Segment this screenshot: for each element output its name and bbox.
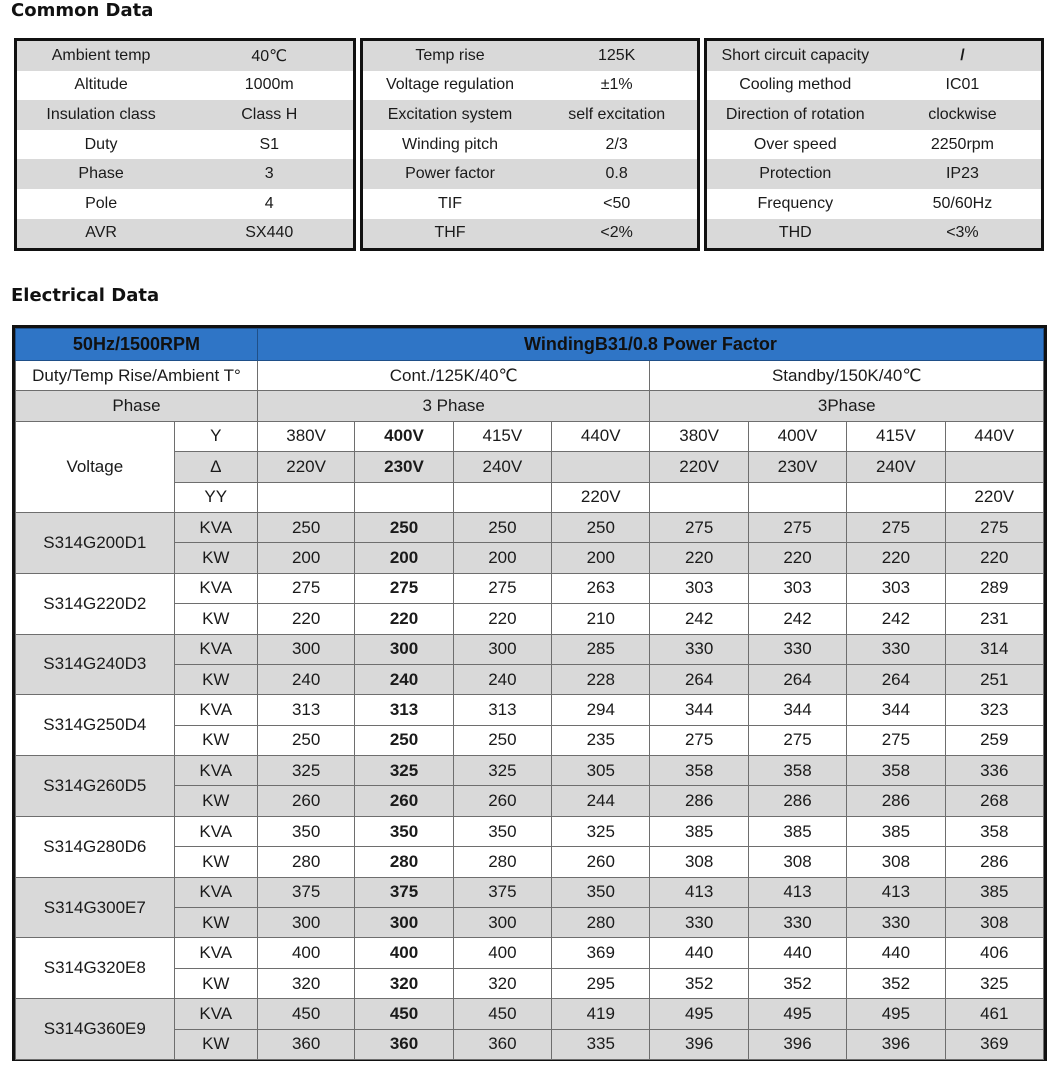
model-kva-row <box>16 634 1044 664</box>
model-kva-row <box>16 756 1044 786</box>
kva-value: 300 <box>355 634 453 664</box>
kw-value: 275 <box>847 725 945 755</box>
winding-header: WindingB31/0.8 Power Factor <box>257 329 1043 361</box>
common-row <box>363 100 696 130</box>
common-row <box>707 71 1041 101</box>
voltage-value: 380V <box>650 421 748 451</box>
phase-label: Phase <box>16 391 258 421</box>
kva-value: 385 <box>945 877 1043 907</box>
kva-value: 285 <box>552 634 650 664</box>
kva-value: 300 <box>257 634 354 664</box>
voltage-value: 380V <box>257 421 354 451</box>
kw-value: 369 <box>945 1029 1043 1059</box>
common-row <box>707 41 1041 71</box>
common-value: <3% <box>884 219 1041 249</box>
voltage-value: 400V <box>748 421 846 451</box>
common-label: Direction of rotation <box>707 100 884 130</box>
kva-value: 495 <box>847 999 945 1029</box>
voltage-value: 230V <box>355 452 453 482</box>
kva-value: 400 <box>453 938 551 968</box>
voltage-value: 220V <box>945 482 1043 512</box>
electrical-data-panel <box>12 325 1047 1061</box>
common-row <box>707 189 1041 219</box>
kw-value: 200 <box>355 543 453 573</box>
common-label: Power factor <box>363 159 536 189</box>
kw-value: 300 <box>257 908 354 938</box>
kva-value: 330 <box>650 634 748 664</box>
common-value: 40℃ <box>185 41 353 71</box>
kw-value: 330 <box>748 908 846 938</box>
kw-value: 220 <box>257 604 354 634</box>
kw-value: 220 <box>847 543 945 573</box>
common-data-panel <box>14 38 1044 251</box>
kw-value: 396 <box>847 1029 945 1059</box>
kva-value: 375 <box>257 877 354 907</box>
kw-value: 235 <box>552 725 650 755</box>
voltage-value: 400V <box>355 421 453 451</box>
common-row <box>17 100 353 130</box>
kva-value: 294 <box>552 695 650 725</box>
kva-label: KVA <box>174 938 257 968</box>
common-label: THF <box>363 219 536 249</box>
kw-value: 308 <box>650 847 748 877</box>
common-label: Pole <box>17 189 185 219</box>
voltage-value: 440V <box>552 421 650 451</box>
common-row <box>363 189 696 219</box>
kw-label: KW <box>174 604 257 634</box>
voltage-value: 220V <box>552 482 650 512</box>
kva-value: 275 <box>355 573 453 603</box>
common-value: self excitation <box>537 100 697 130</box>
voltage-value <box>257 482 354 512</box>
kw-value: 260 <box>552 847 650 877</box>
kw-value: 200 <box>257 543 354 573</box>
kw-label: KW <box>174 1029 257 1059</box>
kva-value: 314 <box>945 634 1043 664</box>
common-value: Class H <box>185 100 353 130</box>
model-name: S314G320E8 <box>16 938 175 999</box>
kw-value: 280 <box>257 847 354 877</box>
common-value: 1000m <box>185 71 353 101</box>
kva-value: 350 <box>453 816 551 846</box>
kva-label: KVA <box>174 695 257 725</box>
voltage-value <box>453 482 551 512</box>
kw-value: 295 <box>552 968 650 998</box>
cont-label: Cont./125K/40℃ <box>257 361 650 391</box>
kva-value: 375 <box>453 877 551 907</box>
kw-value: 240 <box>257 664 354 694</box>
common-label: Altitude <box>17 71 185 101</box>
common-label: Short circuit capacity <box>707 41 884 71</box>
voltage-value <box>650 482 748 512</box>
kva-value: 406 <box>945 938 1043 968</box>
kva-value: 300 <box>453 634 551 664</box>
model-name: S314G240D3 <box>16 634 175 695</box>
kw-value: 325 <box>945 968 1043 998</box>
kw-label: KW <box>174 968 257 998</box>
connection-type: Δ <box>174 452 257 482</box>
kva-value: 325 <box>453 756 551 786</box>
kw-value: 352 <box>847 968 945 998</box>
kw-value: 250 <box>355 725 453 755</box>
kva-value: 325 <box>355 756 453 786</box>
kw-value: 280 <box>453 847 551 877</box>
voltage-value: 240V <box>847 452 945 482</box>
common-row <box>363 159 696 189</box>
common-row <box>17 130 353 160</box>
model-name: S314G280D6 <box>16 816 175 877</box>
kw-label: KW <box>174 847 257 877</box>
model-name: S314G300E7 <box>16 877 175 938</box>
model-kva-row <box>16 512 1044 542</box>
kva-value: 275 <box>945 512 1043 542</box>
common-label: Phase <box>17 159 185 189</box>
kva-value: 440 <box>650 938 748 968</box>
common-value: SX440 <box>185 219 353 249</box>
common-value: 2/3 <box>537 130 697 160</box>
voltage-value: 240V <box>453 452 551 482</box>
common-label: TIF <box>363 189 536 219</box>
kva-value: 400 <box>257 938 354 968</box>
kw-value: 286 <box>847 786 945 816</box>
voltage-value <box>355 482 453 512</box>
kva-label: KVA <box>174 573 257 603</box>
kva-value: 369 <box>552 938 650 968</box>
kw-value: 308 <box>945 908 1043 938</box>
kw-value: 250 <box>453 725 551 755</box>
kw-value: 259 <box>945 725 1043 755</box>
kw-value: 360 <box>257 1029 354 1059</box>
kva-value: 303 <box>650 573 748 603</box>
common-label: Cooling method <box>707 71 884 101</box>
kw-value: 244 <box>552 786 650 816</box>
common-value: 2250rpm <box>884 130 1041 160</box>
model-name: S314G260D5 <box>16 756 175 817</box>
voltage-value <box>748 482 846 512</box>
kw-label: KW <box>174 725 257 755</box>
common-block-3 <box>704 38 1044 251</box>
kva-value: 358 <box>650 756 748 786</box>
kva-value: 313 <box>355 695 453 725</box>
common-label: THD <box>707 219 884 249</box>
common-row <box>17 189 353 219</box>
common-label: Voltage regulation <box>363 71 536 101</box>
kva-value: 413 <box>847 877 945 907</box>
common-value: <50 <box>537 189 697 219</box>
kw-value: 242 <box>748 604 846 634</box>
kw-value: 220 <box>748 543 846 573</box>
kw-value: 260 <box>257 786 354 816</box>
kw-label: KW <box>174 543 257 573</box>
kw-value: 264 <box>748 664 846 694</box>
kva-label: KVA <box>174 756 257 786</box>
common-block-2 <box>360 38 699 251</box>
kva-value: 358 <box>748 756 846 786</box>
standby-phase: 3Phase <box>650 391 1044 421</box>
kva-value: 330 <box>847 634 945 664</box>
common-label: Ambient temp <box>17 41 185 71</box>
voltage-value: 220V <box>650 452 748 482</box>
kva-value: 358 <box>945 816 1043 846</box>
kva-value: 325 <box>257 756 354 786</box>
kva-value: 275 <box>748 512 846 542</box>
kw-value: 396 <box>650 1029 748 1059</box>
kw-value: 260 <box>453 786 551 816</box>
kva-value: 303 <box>748 573 846 603</box>
kva-label: KVA <box>174 512 257 542</box>
common-label: Over speed <box>707 130 884 160</box>
kw-label: KW <box>174 908 257 938</box>
kva-value: 275 <box>257 573 354 603</box>
voltage-row <box>16 421 1044 451</box>
common-row <box>707 130 1041 160</box>
kva-value: 350 <box>552 877 650 907</box>
kw-value: 240 <box>355 664 453 694</box>
common-row <box>363 219 696 249</box>
kw-value: 240 <box>453 664 551 694</box>
kva-value: 313 <box>257 695 354 725</box>
common-row <box>363 71 696 101</box>
kw-value: 280 <box>355 847 453 877</box>
kva-value: 495 <box>748 999 846 1029</box>
kw-value: 308 <box>748 847 846 877</box>
kva-value: 440 <box>847 938 945 968</box>
kva-value: 336 <box>945 756 1043 786</box>
kva-value: 450 <box>355 999 453 1029</box>
voltage-value <box>552 452 650 482</box>
model-kva-row <box>16 999 1044 1029</box>
model-name: S314G250D4 <box>16 695 175 756</box>
common-label: Duty <box>17 130 185 160</box>
kva-value: 413 <box>748 877 846 907</box>
kva-value: 413 <box>650 877 748 907</box>
kva-value: 313 <box>453 695 551 725</box>
common-row <box>17 41 353 71</box>
electrical-data-title: Electrical Data <box>11 285 160 306</box>
model-kva-row <box>16 573 1044 603</box>
cont-phase: 3 Phase <box>257 391 650 421</box>
kw-value: 242 <box>847 604 945 634</box>
kva-value: 344 <box>748 695 846 725</box>
kva-value: 385 <box>748 816 846 846</box>
kw-value: 308 <box>847 847 945 877</box>
kw-value: 275 <box>650 725 748 755</box>
common-row <box>707 219 1041 249</box>
kva-value: 358 <box>847 756 945 786</box>
kva-value: 250 <box>257 512 354 542</box>
common-row <box>363 41 696 71</box>
electrical-data-table <box>15 328 1044 1060</box>
common-value: 0.8 <box>537 159 697 189</box>
kw-value: 251 <box>945 664 1043 694</box>
common-table-3 <box>707 41 1041 248</box>
common-row <box>17 159 353 189</box>
kva-value: 450 <box>453 999 551 1029</box>
kw-value: 352 <box>748 968 846 998</box>
kva-value: 375 <box>355 877 453 907</box>
kva-value: 450 <box>257 999 354 1029</box>
common-value: S1 <box>185 130 353 160</box>
kw-value: 220 <box>453 604 551 634</box>
kva-value: 385 <box>847 816 945 846</box>
kva-value: 440 <box>748 938 846 968</box>
kva-value: 250 <box>355 512 453 542</box>
model-name: S314G360E9 <box>16 999 175 1060</box>
duty-label: Duty/Temp Rise/Ambient T° <box>16 361 258 391</box>
kw-value: 275 <box>748 725 846 755</box>
model-name: S314G220D2 <box>16 573 175 634</box>
kw-value: 242 <box>650 604 748 634</box>
kva-label: KVA <box>174 816 257 846</box>
voltage-value: 415V <box>453 421 551 451</box>
model-kva-row <box>16 695 1044 725</box>
kw-value: 264 <box>650 664 748 694</box>
common-value: 4 <box>185 189 353 219</box>
frequency-speed-header: 50Hz/1500RPM <box>16 329 258 361</box>
common-value: 125K <box>537 41 697 71</box>
kw-value: 320 <box>257 968 354 998</box>
common-value: 3 <box>185 159 353 189</box>
kw-value: 396 <box>748 1029 846 1059</box>
kw-value: 220 <box>650 543 748 573</box>
common-label: Winding pitch <box>363 130 536 160</box>
duty-row <box>16 361 1044 391</box>
kw-value: 335 <box>552 1029 650 1059</box>
common-data-title: Common Data <box>11 0 154 21</box>
common-value: ±1% <box>537 71 697 101</box>
voltage-value: 230V <box>748 452 846 482</box>
common-row <box>17 71 353 101</box>
kva-value: 323 <box>945 695 1043 725</box>
kw-value: 268 <box>945 786 1043 816</box>
common-value: 50/60Hz <box>884 189 1041 219</box>
common-row <box>707 100 1041 130</box>
kva-value: 275 <box>453 573 551 603</box>
kva-value: 275 <box>847 512 945 542</box>
common-value: IP23 <box>884 159 1041 189</box>
common-value: clockwise <box>884 100 1041 130</box>
kva-value: 330 <box>748 634 846 664</box>
kw-value: 330 <box>650 908 748 938</box>
connection-type: Y <box>174 421 257 451</box>
kw-value: 360 <box>355 1029 453 1059</box>
kw-value: 228 <box>552 664 650 694</box>
voltage-value: 440V <box>945 421 1043 451</box>
kw-value: 352 <box>650 968 748 998</box>
kw-value: 210 <box>552 604 650 634</box>
common-label: Temp rise <box>363 41 536 71</box>
common-label: Insulation class <box>17 100 185 130</box>
kva-value: 385 <box>650 816 748 846</box>
voltage-value <box>847 482 945 512</box>
common-row <box>363 130 696 160</box>
common-table-2 <box>363 41 696 248</box>
common-row <box>17 219 353 249</box>
kw-value: 250 <box>257 725 354 755</box>
kva-value: 250 <box>552 512 650 542</box>
kva-value: 419 <box>552 999 650 1029</box>
kw-value: 200 <box>453 543 551 573</box>
kw-value: 260 <box>355 786 453 816</box>
kw-value: 220 <box>945 543 1043 573</box>
kw-value: 280 <box>552 908 650 938</box>
common-block-1 <box>14 38 356 251</box>
kw-value: 360 <box>453 1029 551 1059</box>
kw-value: 200 <box>552 543 650 573</box>
kva-label: KVA <box>174 877 257 907</box>
kva-value: 495 <box>650 999 748 1029</box>
kw-value: 231 <box>945 604 1043 634</box>
kva-value: 350 <box>355 816 453 846</box>
table-header-row <box>16 329 1044 361</box>
kva-value: 289 <box>945 573 1043 603</box>
common-value: IC01 <box>884 71 1041 101</box>
common-label: Protection <box>707 159 884 189</box>
kva-value: 325 <box>552 816 650 846</box>
voltage-label: Voltage <box>16 421 175 512</box>
kw-value: 320 <box>453 968 551 998</box>
kva-value: 344 <box>847 695 945 725</box>
kw-value: 286 <box>650 786 748 816</box>
common-label: Frequency <box>707 189 884 219</box>
model-kva-row <box>16 816 1044 846</box>
kva-value: 350 <box>257 816 354 846</box>
model-name: S314G200D1 <box>16 512 175 573</box>
kva-value: 461 <box>945 999 1043 1029</box>
kw-value: 320 <box>355 968 453 998</box>
kw-value: 286 <box>945 847 1043 877</box>
common-table-1 <box>17 41 353 248</box>
kw-value: 330 <box>847 908 945 938</box>
common-row <box>707 159 1041 189</box>
kva-label: KVA <box>174 634 257 664</box>
kva-value: 250 <box>453 512 551 542</box>
kva-value: 263 <box>552 573 650 603</box>
phase-row <box>16 391 1044 421</box>
kw-value: 286 <box>748 786 846 816</box>
kw-label: KW <box>174 664 257 694</box>
voltage-value <box>945 452 1043 482</box>
common-label: Excitation system <box>363 100 536 130</box>
voltage-value: 220V <box>257 452 354 482</box>
kva-value: 344 <box>650 695 748 725</box>
connection-type: YY <box>174 482 257 512</box>
kva-value: 305 <box>552 756 650 786</box>
model-kva-row <box>16 938 1044 968</box>
standby-label: Standby/150K/40℃ <box>650 361 1044 391</box>
kw-label: KW <box>174 786 257 816</box>
common-label: AVR <box>17 219 185 249</box>
kva-label: KVA <box>174 999 257 1029</box>
kw-value: 264 <box>847 664 945 694</box>
kw-value: 220 <box>355 604 453 634</box>
kw-value: 300 <box>355 908 453 938</box>
kva-value: 303 <box>847 573 945 603</box>
common-value: / <box>884 41 1041 71</box>
kva-value: 400 <box>355 938 453 968</box>
voltage-value: 415V <box>847 421 945 451</box>
model-kva-row <box>16 877 1044 907</box>
common-value: <2% <box>537 219 697 249</box>
kva-value: 275 <box>650 512 748 542</box>
kw-value: 300 <box>453 908 551 938</box>
